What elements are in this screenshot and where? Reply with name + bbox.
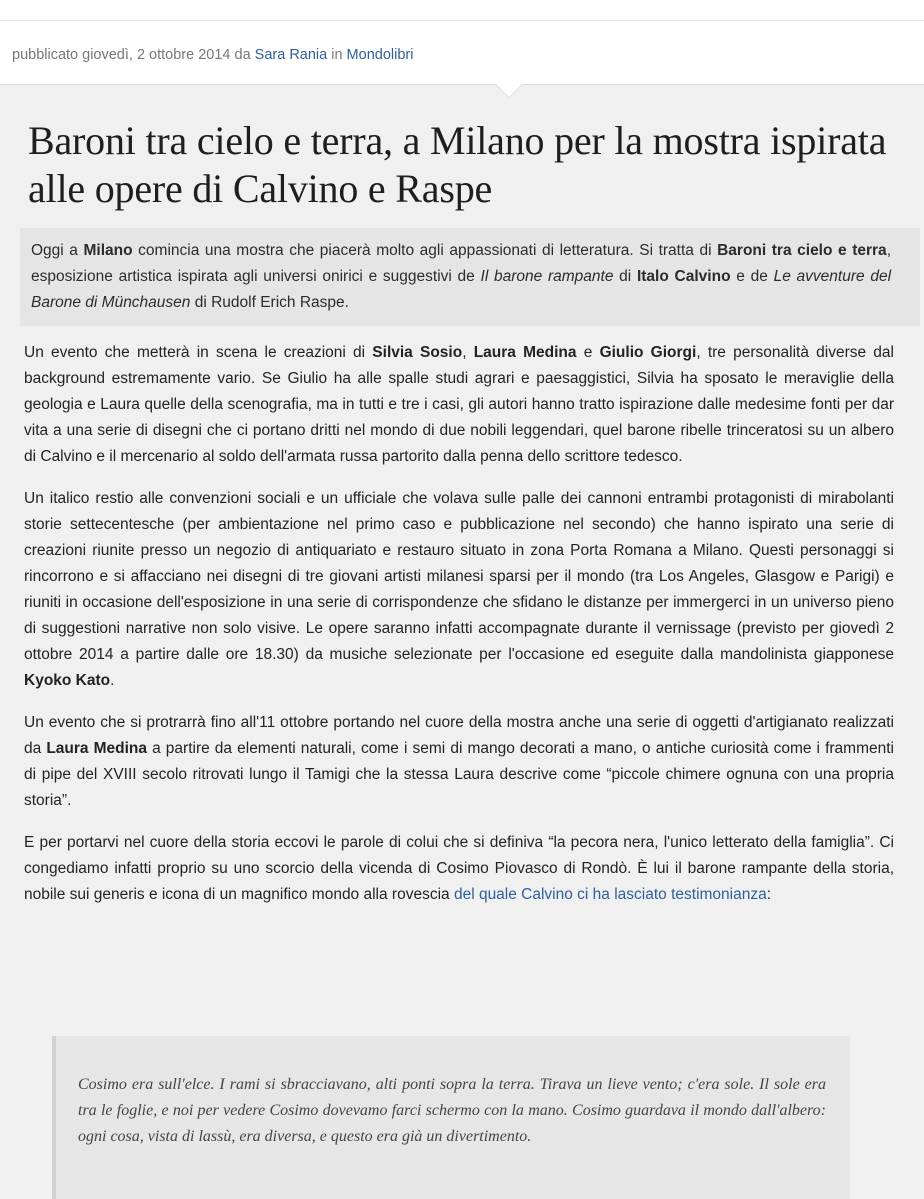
blockquote-bar (52, 1036, 56, 1199)
paragraph-bold: Laura Medina (46, 740, 148, 757)
post-date-text: pubblicato giovedì, 2 ottobre 2014 da (12, 47, 255, 63)
lead-italic: Il barone rampante (480, 268, 614, 285)
in-label: in (327, 47, 347, 63)
calvino-testimony-link[interactable]: del quale Calvino ci ha lasciato testimonianza (453, 886, 767, 903)
category-link[interactable]: Mondolibri (346, 47, 414, 63)
lead-text: di (613, 268, 637, 285)
author-link[interactable]: Sara Rania (254, 47, 328, 63)
paragraph-text: , (462, 344, 474, 361)
paragraph-2 (24, 486, 894, 694)
lead-bold: Italo Calvino (636, 268, 731, 285)
top-divider (0, 20, 924, 21)
article-title: Baroni tra cielo e terra, a Milano per la mostra ispirata alle opere di Calvino e Raspe (28, 118, 887, 211)
lead-text: comincia una mostra che piacerà molto agli appassionati di letteratura. Si tratta di (132, 242, 718, 259)
blockquote-text: Cosimo era sull'elce. I rami si sbracciavano, alti ponti sopra la terra. Tirava un lieve vento; c'era sole. Il sole era tra le foglie, e noi per vedere Cosimo dovevamo farci schermo con la mano. Cosimo guardava il mondo dall'albero: ogni cosa, vista di lassù, era diversa, e questo era già un divertimento. (78, 1076, 826, 1145)
header-notch (496, 84, 522, 97)
paragraph-bold: Laura Medina (473, 344, 577, 361)
paragraph-3 (24, 710, 894, 814)
paragraph-text: . (110, 672, 115, 689)
lead-text: e de (730, 268, 774, 285)
paragraph-bold: Kyoko Kato (24, 672, 111, 689)
paragraph-text: e (576, 344, 600, 361)
post-meta (12, 47, 413, 63)
lead-paragraph (31, 238, 891, 316)
paragraph-text: a partire da elementi naturali, come i semi di mango decorati a mano, o antiche curiosità come i frammenti di pipe del XVIII secolo ritrovati lungo il Tamigi che la stessa Laura descrive come “piccole chimere ognuna con una propria storia”. (24, 740, 894, 809)
paragraph-bold: Giulio Giorgi (599, 344, 697, 361)
lead-text: Oggi a (31, 242, 84, 259)
paragraph-text: Un evento che si protrarrà fino all'11 ottobre portando nel cuore della mostra anche una serie di oggetti d'artigianato realizzati da (24, 714, 894, 757)
paragraph-text: , tre personalità diverse dal background estremamente vario. Se Giulio ha alle spalle studi agrari e paesaggistici, Silvia ha sposato le meraviglie della geologia e Laura quelle della scenografia, ma in tutti e tre i casi, gli autori hanno tratto ispirazione dalle medesime fonti per dar vita a una serie di disegni che ci portano dritti nel mondo di due nobili leggendari, quel barone ribelle trinceratosi su un albero di Calvino e il mercenario al soldo dell'armata russa partorito dalla penna dello scrittore tedesco. (24, 344, 894, 465)
paragraph-text: Un evento che metterà in scena le creazioni di (24, 344, 373, 361)
lead-bold: Milano (83, 242, 133, 259)
paragraph-text: Un italico restio alle convenzioni sociali e un ufficiale che volava sulle palle dei cannoni entrambi protagonisti di mirabolanti storie settecentesche (per ambientazione nel primo caso e pubblicazione nel secondo) che hanno ispirato una serie di creazioni riunite presso un negozio di antiquariato e restauro situato in zona Porta Romana a Milano. Questi personaggi si rincorrono e si affacciano nei disegni di tre giovani artisti milanesi sparsi per il mondo (tra Los Angeles, Glasgow e Parigi) e riuniti in occasione dell'esposizione in una serie di corrispondenze che sfidano le distanze per immergerci in un universo pieno di suggestioni narrative non solo visive. Le opere saranno infatti accompagnate durante il vernissage (previsto per giovedì 2 ottobre 2014 a partire dalle ore 18.30) da musiche selezionate per l'occasione ed eseguite dalla mandolinista giapponese (24, 490, 894, 663)
paragraph-4 (24, 830, 894, 908)
paragraph-text: : (766, 886, 772, 903)
paragraph-1 (24, 340, 894, 470)
article-body (24, 340, 894, 924)
paragraph-bold: Silvia Sosio (372, 344, 463, 361)
lead-bold: Baroni tra cielo e terra (717, 242, 887, 259)
lead-text: di Rudolf Erich Raspe. (190, 294, 349, 311)
lead-italic: Le avventure del Barone di Münchausen (31, 268, 892, 311)
paragraph-text: E per portarvi nel cuore della storia eccovi le parole di colui che si definiva “la pecora nera, l'unico letterato della famiglia”. Ci congediamo infatti proprio su uno scorcio della vicenda di Cosimo Piovasco di Rondò. È lui il barone rampante della storia, nobile sui generis e icona di un magnifico mondo alla rovescia (24, 834, 894, 903)
lead-text: , esposizione artistica ispirata agli universi onirici e suggestivi de (31, 242, 891, 285)
